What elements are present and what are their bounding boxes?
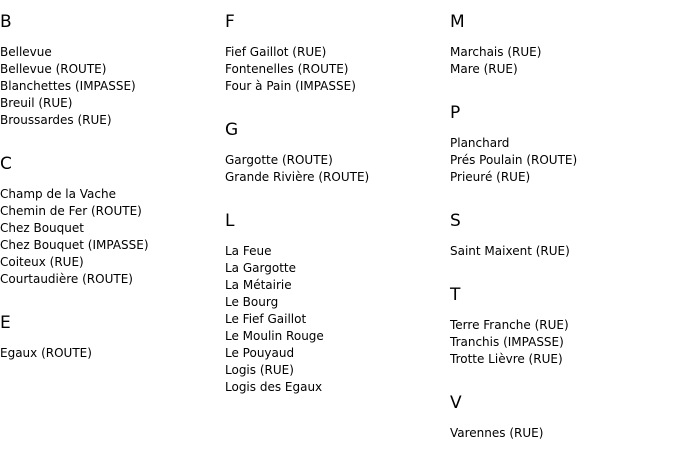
street-link[interactable]: Chez Bouquet xyxy=(0,221,84,235)
street-link[interactable]: Prieuré (RUE) xyxy=(450,170,531,184)
street-list-l xyxy=(225,243,324,396)
street-link[interactable]: Chez Bouquet (IMPASSE) xyxy=(0,238,149,252)
street-list-e xyxy=(0,345,92,362)
street-link[interactable]: Saint Maixent (RUE) xyxy=(450,244,570,258)
section-letter-m: M xyxy=(450,12,465,32)
street-link[interactable]: Broussardes (RUE) xyxy=(0,113,112,127)
street-link[interactable]: Four à Pain (IMPASSE) xyxy=(225,79,356,93)
street-link[interactable]: Logis des Egaux xyxy=(225,380,323,394)
street-link[interactable]: Chemin de Fer (ROUTE) xyxy=(0,204,142,218)
section-letter-v: V xyxy=(450,393,462,413)
street-link[interactable]: Prés Poulain (ROUTE) xyxy=(450,153,578,167)
street-list-b xyxy=(0,44,136,129)
street-link[interactable]: Le Pouyaud xyxy=(225,346,295,360)
section-letter-l: L xyxy=(225,211,235,231)
street-link[interactable]: Le Bourg xyxy=(225,295,279,309)
street-link[interactable]: Logis (RUE) xyxy=(225,363,294,377)
street-link[interactable]: Egaux (ROUTE) xyxy=(0,346,92,360)
street-link[interactable]: Blanchettes (IMPASSE) xyxy=(0,79,136,93)
street-link[interactable]: Courtaudière (ROUTE) xyxy=(0,272,133,286)
street-list-v xyxy=(450,425,543,442)
street-link[interactable]: La Métairie xyxy=(225,278,292,292)
section-letter-s: S xyxy=(450,211,461,231)
street-link[interactable]: Varennes (RUE) xyxy=(450,426,544,440)
section-letter-c: C xyxy=(0,154,12,174)
section-letter-g: G xyxy=(225,120,239,140)
street-list-s xyxy=(450,243,570,260)
street-link[interactable]: Planchard xyxy=(450,136,510,150)
street-link[interactable]: Mare (RUE) xyxy=(450,62,518,76)
street-link[interactable]: Coiteux (RUE) xyxy=(0,255,84,269)
street-link[interactable]: Fontenelles (ROUTE) xyxy=(225,62,349,76)
street-list-g xyxy=(225,152,369,186)
street-link[interactable]: Champ de la Vache xyxy=(0,187,116,201)
street-list-m xyxy=(450,44,541,78)
street-link[interactable]: Le Moulin Rouge xyxy=(225,329,324,343)
section-letter-p: P xyxy=(450,103,461,123)
street-link[interactable]: Terre Franche (RUE) xyxy=(450,318,569,332)
section-letter-t: T xyxy=(450,285,461,305)
street-list-c xyxy=(0,186,149,288)
street-link[interactable]: Bellevue (ROUTE) xyxy=(0,62,107,76)
section-letter-f: F xyxy=(225,12,235,32)
street-link[interactable]: Bellevue xyxy=(0,45,52,59)
street-link[interactable]: Marchais (RUE) xyxy=(450,45,542,59)
street-link[interactable]: Le Fief Gaillot xyxy=(225,312,307,326)
street-link[interactable]: Breuil (RUE) xyxy=(0,96,73,110)
street-link[interactable]: La Gargotte xyxy=(225,261,296,275)
street-link[interactable]: La Feue xyxy=(225,244,272,258)
street-link[interactable]: Tranchis (IMPASSE) xyxy=(450,335,564,349)
street-list-p xyxy=(450,135,577,186)
street-list-t xyxy=(450,317,569,368)
section-letter-b: B xyxy=(0,12,12,32)
street-link[interactable]: Fief Gaillot (RUE) xyxy=(225,45,327,59)
street-link[interactable]: Grande Rivière (ROUTE) xyxy=(225,170,370,184)
street-link[interactable]: Gargotte (ROUTE) xyxy=(225,153,333,167)
street-link[interactable]: Trotte Lièvre (RUE) xyxy=(450,352,563,366)
street-list-f xyxy=(225,44,356,95)
section-letter-e: E xyxy=(0,313,11,333)
